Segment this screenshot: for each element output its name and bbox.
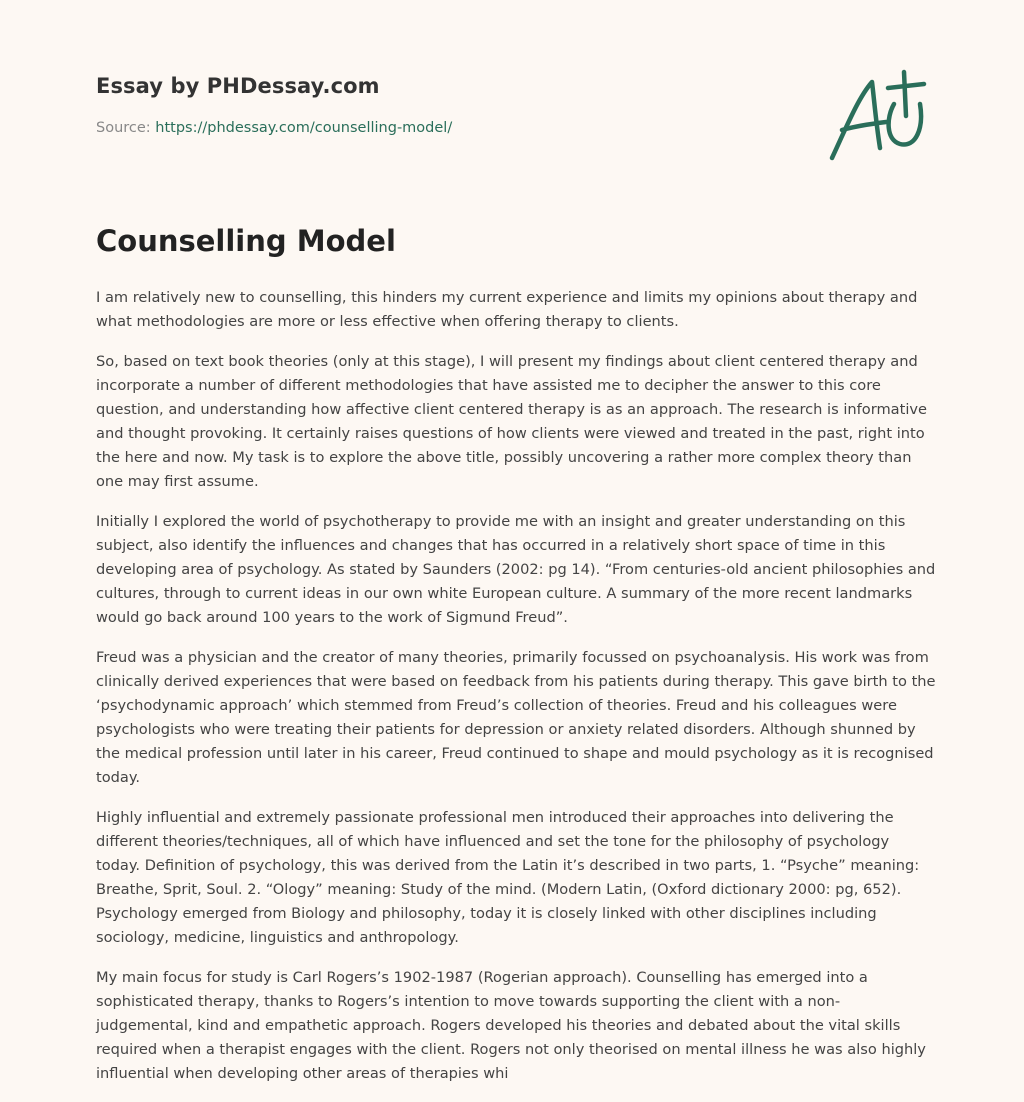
a-plus-logo-icon — [824, 68, 928, 164]
source-label: Source: — [96, 120, 156, 136]
source-link[interactable]: https://phdessay.com/counselling-model/ — [155, 120, 453, 136]
essay-body — [96, 286, 936, 1102]
paragraph: My main focus for study is Carl Rogers’s 1902-1987 (Rogerian approach). Counselling has emerged into a sophisticated therapy, thanks to Rogers’s intention to move towards supporting the client with a non-judgemental, kind and empathetic approach. Rogers developed his theories and debated about the vital skills required when a therapist engages with the client. Rogers not only theorised on mental illness he was also highly influential when developing other areas of therapies whi — [96, 969, 926, 1082]
paragraph: Highly influential and extremely passionate professional men introduced their approaches into delivering the different theories/techniques, all of which have influenced and set the tone for the philosophy of psychology today. Definition of psychology, this was derived from the Latin it’s described in two parts, 1. “Psyche” meaning: Breathe, Sprit, Soul. 2. “Ology” meaning: Study of the mind. (Modern Latin, (Oxford dictionary 2000: pg, 652). Psychology emerged from Biology and philosophy, today it is closely linked with other disciplines including sociology, medicine, linguistics and anthropology. — [96, 809, 920, 946]
paragraph: So, based on text book theories (only at this stage), I will present my findings about client centered therapy and incorporate a number of different methodologies that have assisted me to decipher the answer to this core question, and understanding how affective client centered therapy is as an approach. The research is informative and thought provoking. It certainly raises questions of how clients were viewed and treated in the past, right into the here and now. My task is to explore the above title, possibly uncovering a rather more complex theory than one may first assume. — [96, 353, 928, 490]
site-title: Essay by PHDessay.com — [96, 74, 380, 98]
paragraph: Initially I explored the world of psychotherapy to provide me with an insight and greater understanding on this subject, also identify the influences and changes that has occurred in a relatively short space of time in this developing area of psychology. As stated by Saunders (2002: pg 14). “From centuries-old ancient philosophies and cultures, through to current ideas in our own white European culture. A summary of the more recent landmarks would go back around 100 years to the work of Sigmund Freud”. — [96, 513, 936, 626]
paragraph: I am relatively new to counselling, this hinders my current experience and limits my opinions about therapy and what methodologies are more or less effective when offering therapy to clients. — [96, 289, 918, 330]
essay-title: Counselling Model — [96, 224, 396, 258]
source-line — [96, 120, 928, 136]
page-header — [96, 74, 928, 194]
paragraph: Freud was a physician and the creator of many theories, primarily focussed on psychoanalysis. His work was from clinically derived experiences that were based on feedback from his patients during therapy. This gave birth to the ‘psychodynamic approach’ which stemmed from Freud’s collection of theories. Freud and his colleagues were psychologists who were treating their patients for depression or anxiety related disorders. Although shunned by the medical profession until later in his career, Freud continued to shape and mould psychology as it is recognised today. — [96, 649, 936, 786]
